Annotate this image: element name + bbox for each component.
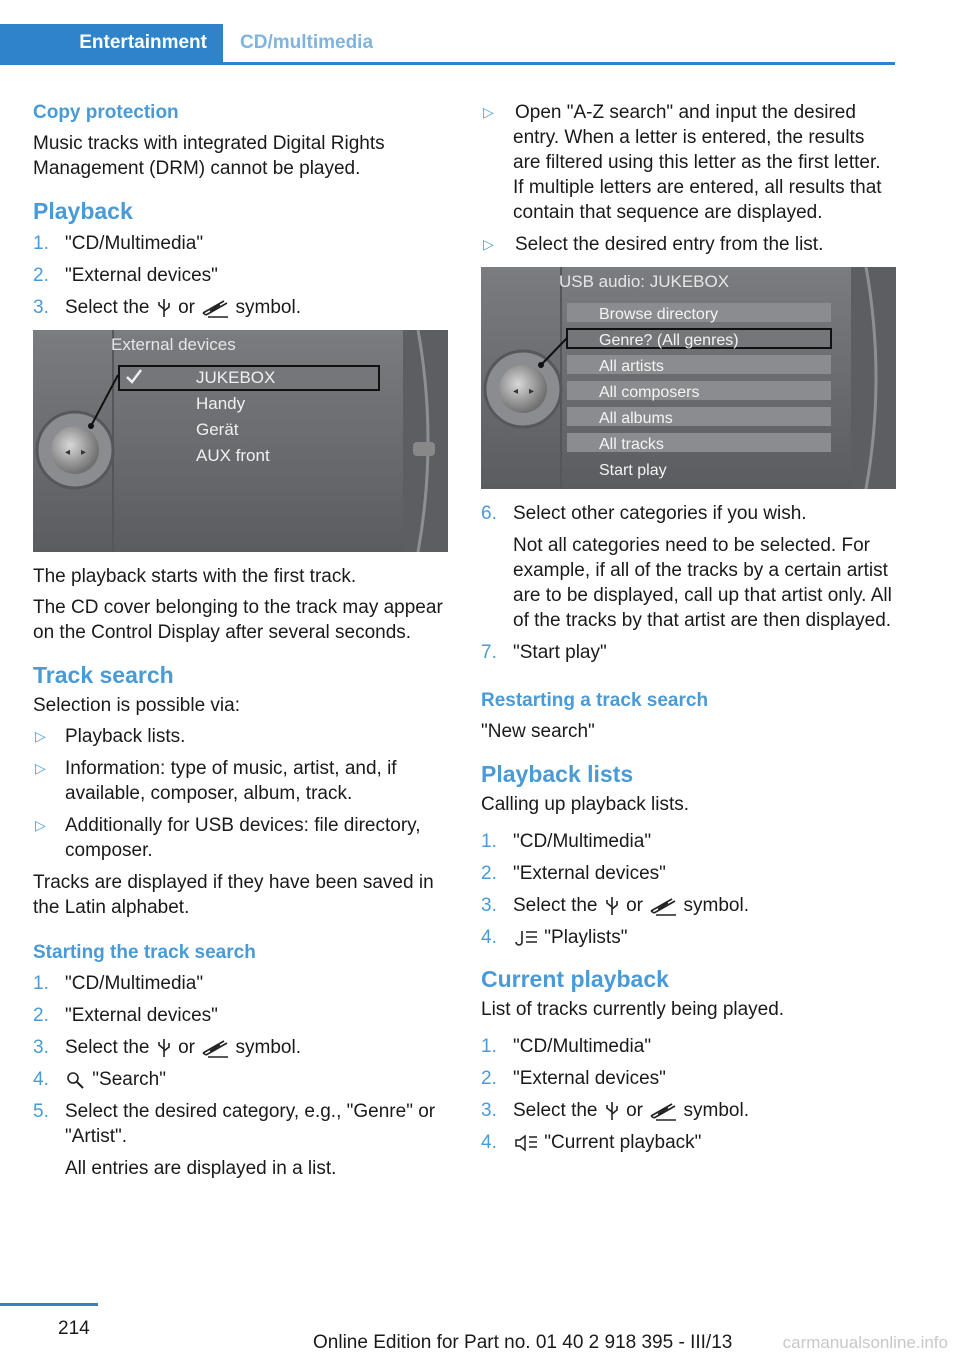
page-number: 214 [58, 1318, 90, 1339]
external-devices-screenshot [33, 330, 448, 552]
list-item: 7. "Start play" [481, 642, 607, 663]
list-item: 2. "External devices" [33, 265, 218, 286]
svg-text:▸: ▸ [529, 386, 535, 397]
screen-item-label[interactable]: AUX front [196, 446, 270, 465]
mobile-device-icon [648, 1100, 678, 1122]
usb-icon [603, 1100, 621, 1122]
search-icon [65, 1070, 87, 1090]
list-item: 3. Select the or symbol. [33, 1037, 301, 1058]
list-item: ▷ Playback lists. [35, 726, 186, 747]
screen-title: USB audio: JUKEBOX [559, 272, 730, 291]
list-item: 3. Select the or symbol. [481, 895, 749, 916]
footer-rule [0, 1303, 98, 1306]
paragraph: Calling up playback lists. [481, 794, 690, 815]
mobile-device-icon [200, 1037, 230, 1059]
list-item: 2. "External devices" [481, 1068, 666, 1089]
list-item-note: All entries are displayed in a list. [65, 1158, 337, 1179]
callout-line [33, 330, 448, 552]
svg-text:◂: ◂ [65, 447, 71, 458]
list-item: ▷ Information: type of music, artist, and, if available, composer, album, track. [35, 758, 397, 804]
list-item: 1. "CD/Multimedia" [481, 1036, 652, 1057]
mobile-device-icon [648, 895, 678, 917]
list-item: 4. "Current playback" [481, 1132, 702, 1153]
watermark: carmanualsonline.info [782, 1333, 948, 1352]
list-item: 2. "External devices" [33, 1005, 218, 1026]
mobile-device-icon [200, 297, 230, 319]
list-item: 6. Select other categories if you wish. Not all categories need to be selected. For example, if all of the tracks by a certain artist are to be displayed, call up that artist only. All of the tracks by that artist are then displayed. [481, 501, 896, 633]
list-item: 2. "External devices" [481, 863, 666, 884]
list-item: 3. Select the or symbol. [33, 297, 301, 318]
list-item: ▷ Additionally for USB devices: file directory, composer. [35, 815, 421, 861]
section-tab-entertainment[interactable]: Entertainment [0, 24, 223, 62]
list-item: 1. "CD/Multimedia" [481, 831, 652, 852]
paragraph: List of tracks currently being played. [481, 999, 785, 1020]
paragraph: "New search" [481, 721, 595, 742]
section-tab-cd-multimedia[interactable]: CD/multimedia [240, 32, 374, 53]
playlist-icon [513, 928, 539, 948]
paragraph: Tracks are displayed if they have been saved in the Latin alphabet. [33, 872, 434, 918]
starting-steps [33, 971, 448, 1181]
playback-lists-heading: Playback lists [481, 761, 634, 787]
screen-item-label[interactable]: Browse directory [599, 306, 719, 323]
search-steps-cont [481, 501, 896, 665]
list-item: 1. "CD/Multimedia" [33, 973, 204, 994]
screen-item-label[interactable]: Start play [599, 462, 667, 479]
playback-steps [33, 231, 448, 320]
screen-item-label[interactable]: All artists [599, 358, 664, 375]
left-column [33, 100, 448, 1188]
track-search-heading: Track search [33, 662, 174, 688]
screen-item-label[interactable]: All albums [599, 410, 673, 427]
track-search-bullets [33, 724, 448, 863]
svg-text:◂: ◂ [513, 386, 519, 397]
usb-audio-screenshot [481, 267, 896, 489]
usb-icon [603, 895, 621, 917]
search-bullets [481, 100, 896, 257]
starting-track-search-heading: Starting the track search [33, 942, 256, 963]
screen-item-label[interactable]: All tracks [599, 436, 664, 453]
screen-item-label[interactable]: Genre? (All genres) [599, 332, 739, 349]
copy-protection-heading: Copy protection [33, 102, 179, 123]
copy-protection-text: Music tracks with integrated Digital Rights Management (DRM) cannot be played. [33, 133, 385, 179]
usb-icon [155, 1037, 173, 1059]
list-item: 5. Select the desired category, e.g., "Genre" or "Artist". All entries are displayed in a list. [33, 1099, 448, 1181]
usb-icon [155, 297, 173, 319]
playlists-steps [481, 829, 896, 950]
list-item-note: Not all categories need to be selected. For example, if all of the tracks by a certain artist are to be displayed, call up that artist only. All of the tracks by that artist are then displayed. [513, 535, 892, 631]
list-item: 1. "CD/Multimedia" [33, 233, 204, 254]
screen-item-label[interactable]: All composers [599, 384, 700, 401]
speaker-icon [513, 1133, 539, 1153]
restart-heading: Restarting a track search [481, 690, 709, 711]
playback-heading: Playback [33, 198, 133, 224]
list-item: ▷ Select the desired entry from the list. [483, 234, 824, 255]
paragraph: The playback starts with the first track. [33, 566, 357, 587]
list-item: ▷ Open "A-Z search" and input the desired entry. When a letter is entered, the results are filtered using this letter as the first letter. If multiple letters are entered, all results that contain that sequence are displayed. [483, 102, 882, 223]
list-item: 3. Select the or symbol. [481, 1100, 749, 1121]
paragraph: The CD cover belonging to the track may appear on the Control Display after several seconds. [33, 597, 443, 643]
svg-text:▸: ▸ [81, 447, 87, 458]
screen-title: External devices [111, 335, 236, 354]
edition-note: Online Edition for Part no. 01 40 2 918 395 - III/13 [313, 1332, 733, 1353]
screen-item-label[interactable]: JUKEBOX [196, 368, 276, 387]
page-header [0, 24, 895, 65]
right-column [481, 100, 896, 1162]
screen-item-label[interactable]: Handy [196, 394, 246, 413]
list-item: 4. "Search" [33, 1069, 166, 1090]
current-steps [481, 1034, 896, 1155]
current-playback-heading: Current playback [481, 966, 669, 992]
paragraph: Selection is possible via: [33, 695, 240, 716]
list-item: 4. "Playlists" [481, 927, 628, 948]
screen-item-label[interactable]: Gerät [196, 420, 239, 439]
